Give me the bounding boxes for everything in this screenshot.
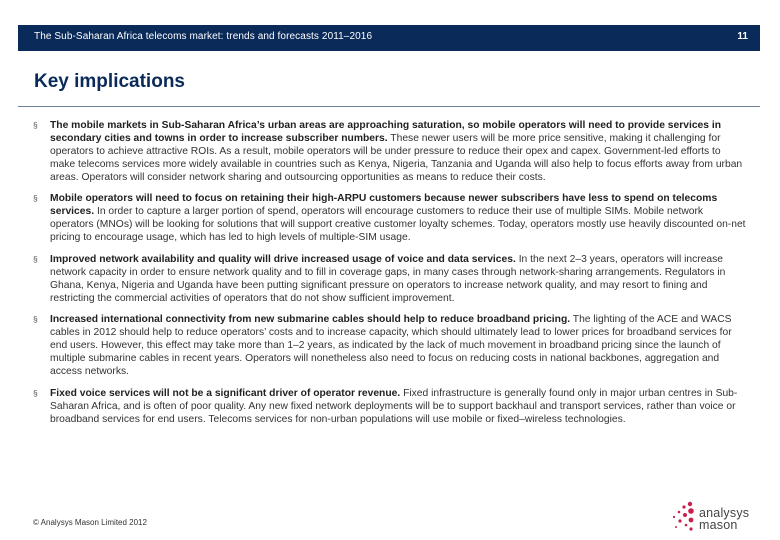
page-number: 11 (737, 31, 748, 42)
header-bar (18, 25, 760, 51)
bullet-marker-icon: § (33, 314, 38, 325)
footer-copyright: © Analysys Mason Limited 2012 (33, 518, 147, 527)
bullet-lead: Increased international connectivity from new submarine cables should help to reduce broadband pricing. (50, 314, 571, 326)
bullet-lead: Mobile operators will need to focus on retaining their high-ARPU customers because newer subscribers have less to spend on telecoms services. (50, 193, 718, 218)
header-title: The Sub-Saharan Africa telecoms market: trends and forecasts 2011–2016 (34, 31, 373, 42)
analysys-mason-logo (670, 500, 760, 536)
bullet-marker-icon: § (33, 120, 38, 130)
bullet-marker-icon: § (33, 253, 38, 264)
bullet-lead: Improved network availability and quality will drive increased usage of voice and data services. (50, 253, 516, 265)
bullet-body: Fixed infrastructure is generally found only in major urban centres in Sub-Saharan Africa, and is often of poor quality. Any new fixed network deployments will be to support backhaul and transport services, rather than voice or broadband services for end users. Telecoms services for non-urban populations will use mobile or fixed–wireless technologies. (50, 387, 738, 425)
bullet-high-arpu-retention (32, 192, 748, 244)
logo-dots-icon (670, 500, 696, 536)
key-implications-list (32, 119, 748, 434)
bullet-urban-saturation (32, 119, 748, 184)
bullet-body: In order to capture a larger portion of spend, operators will encourage customers to reduce their use of multiple SIMs. Mobile network operators (MNOs) will be looking for solutions that will support creative customer loyalty schemes. Today, operators mostly use heavily discounted on-net pricing to encourage usage, which has led to high levels of multiple-SIM usage. (50, 206, 746, 244)
bullet-lead: Fixed voice services will not be a significant driver of operator revenue. (50, 387, 401, 399)
bullet-network-quality (32, 253, 748, 305)
logo-word-analysys: analysys (699, 506, 750, 520)
bullet-lead: The mobile markets in Sub-Saharan Africa’s urban areas are approaching saturation, so mobile operators will need to provide services in secondary cities and towns in order to increase subscriber numbers. (50, 120, 722, 144)
bullet-body: These newer users will be more price sensitive, making it challenging for operators to achieve attractive ROIs. As a result, mobile operators will be under pressure to reduce their opex and capex. Government-led efforts to make telecoms services more widely available in countries such as Kenya, Nigeria, Tanzania and Uganda will also help to focus efforts away from urban areas. Operators will consider network sharing and outsourcing opportunities as means to reduce their costs. (50, 133, 743, 183)
bullet-submarine-cables (32, 313, 748, 378)
bullet-marker-icon: § (33, 387, 38, 398)
bullet-body: The lighting of the ACE and WACS cables in 2012 should help to reduce operators’ costs and to increase capacity, which should ultimately lead to lower prices for broadband services for end users. However, this effect may take more than 1–2 years, as indicated by the lack of much movement in broadband pricing since the launch of multiple submarine cables in recent years. Operators will nonetheless also need to focus on reducing costs in national backbones, aggregation and access networks. (50, 314, 732, 378)
bullet-body: In the next 2–3 years, operators will increase network capacity in order to ensure network quality and to fill in coverage gaps, in many cases through network-sharing arrangements. Regulators in Ghana, Kenya, Nigeria and Uganda have been putting significant pressure on operators to increase network quality, and may resort to fining and restricting the commercial activities of operators that do not show sufficient improvement. (50, 253, 726, 304)
bullet-fixed-voice (32, 387, 748, 426)
bullet-marker-icon: § (33, 193, 38, 204)
title-divider (18, 106, 760, 107)
logo-word-mason: mason (699, 518, 738, 532)
page-title: Key implications (34, 71, 185, 92)
